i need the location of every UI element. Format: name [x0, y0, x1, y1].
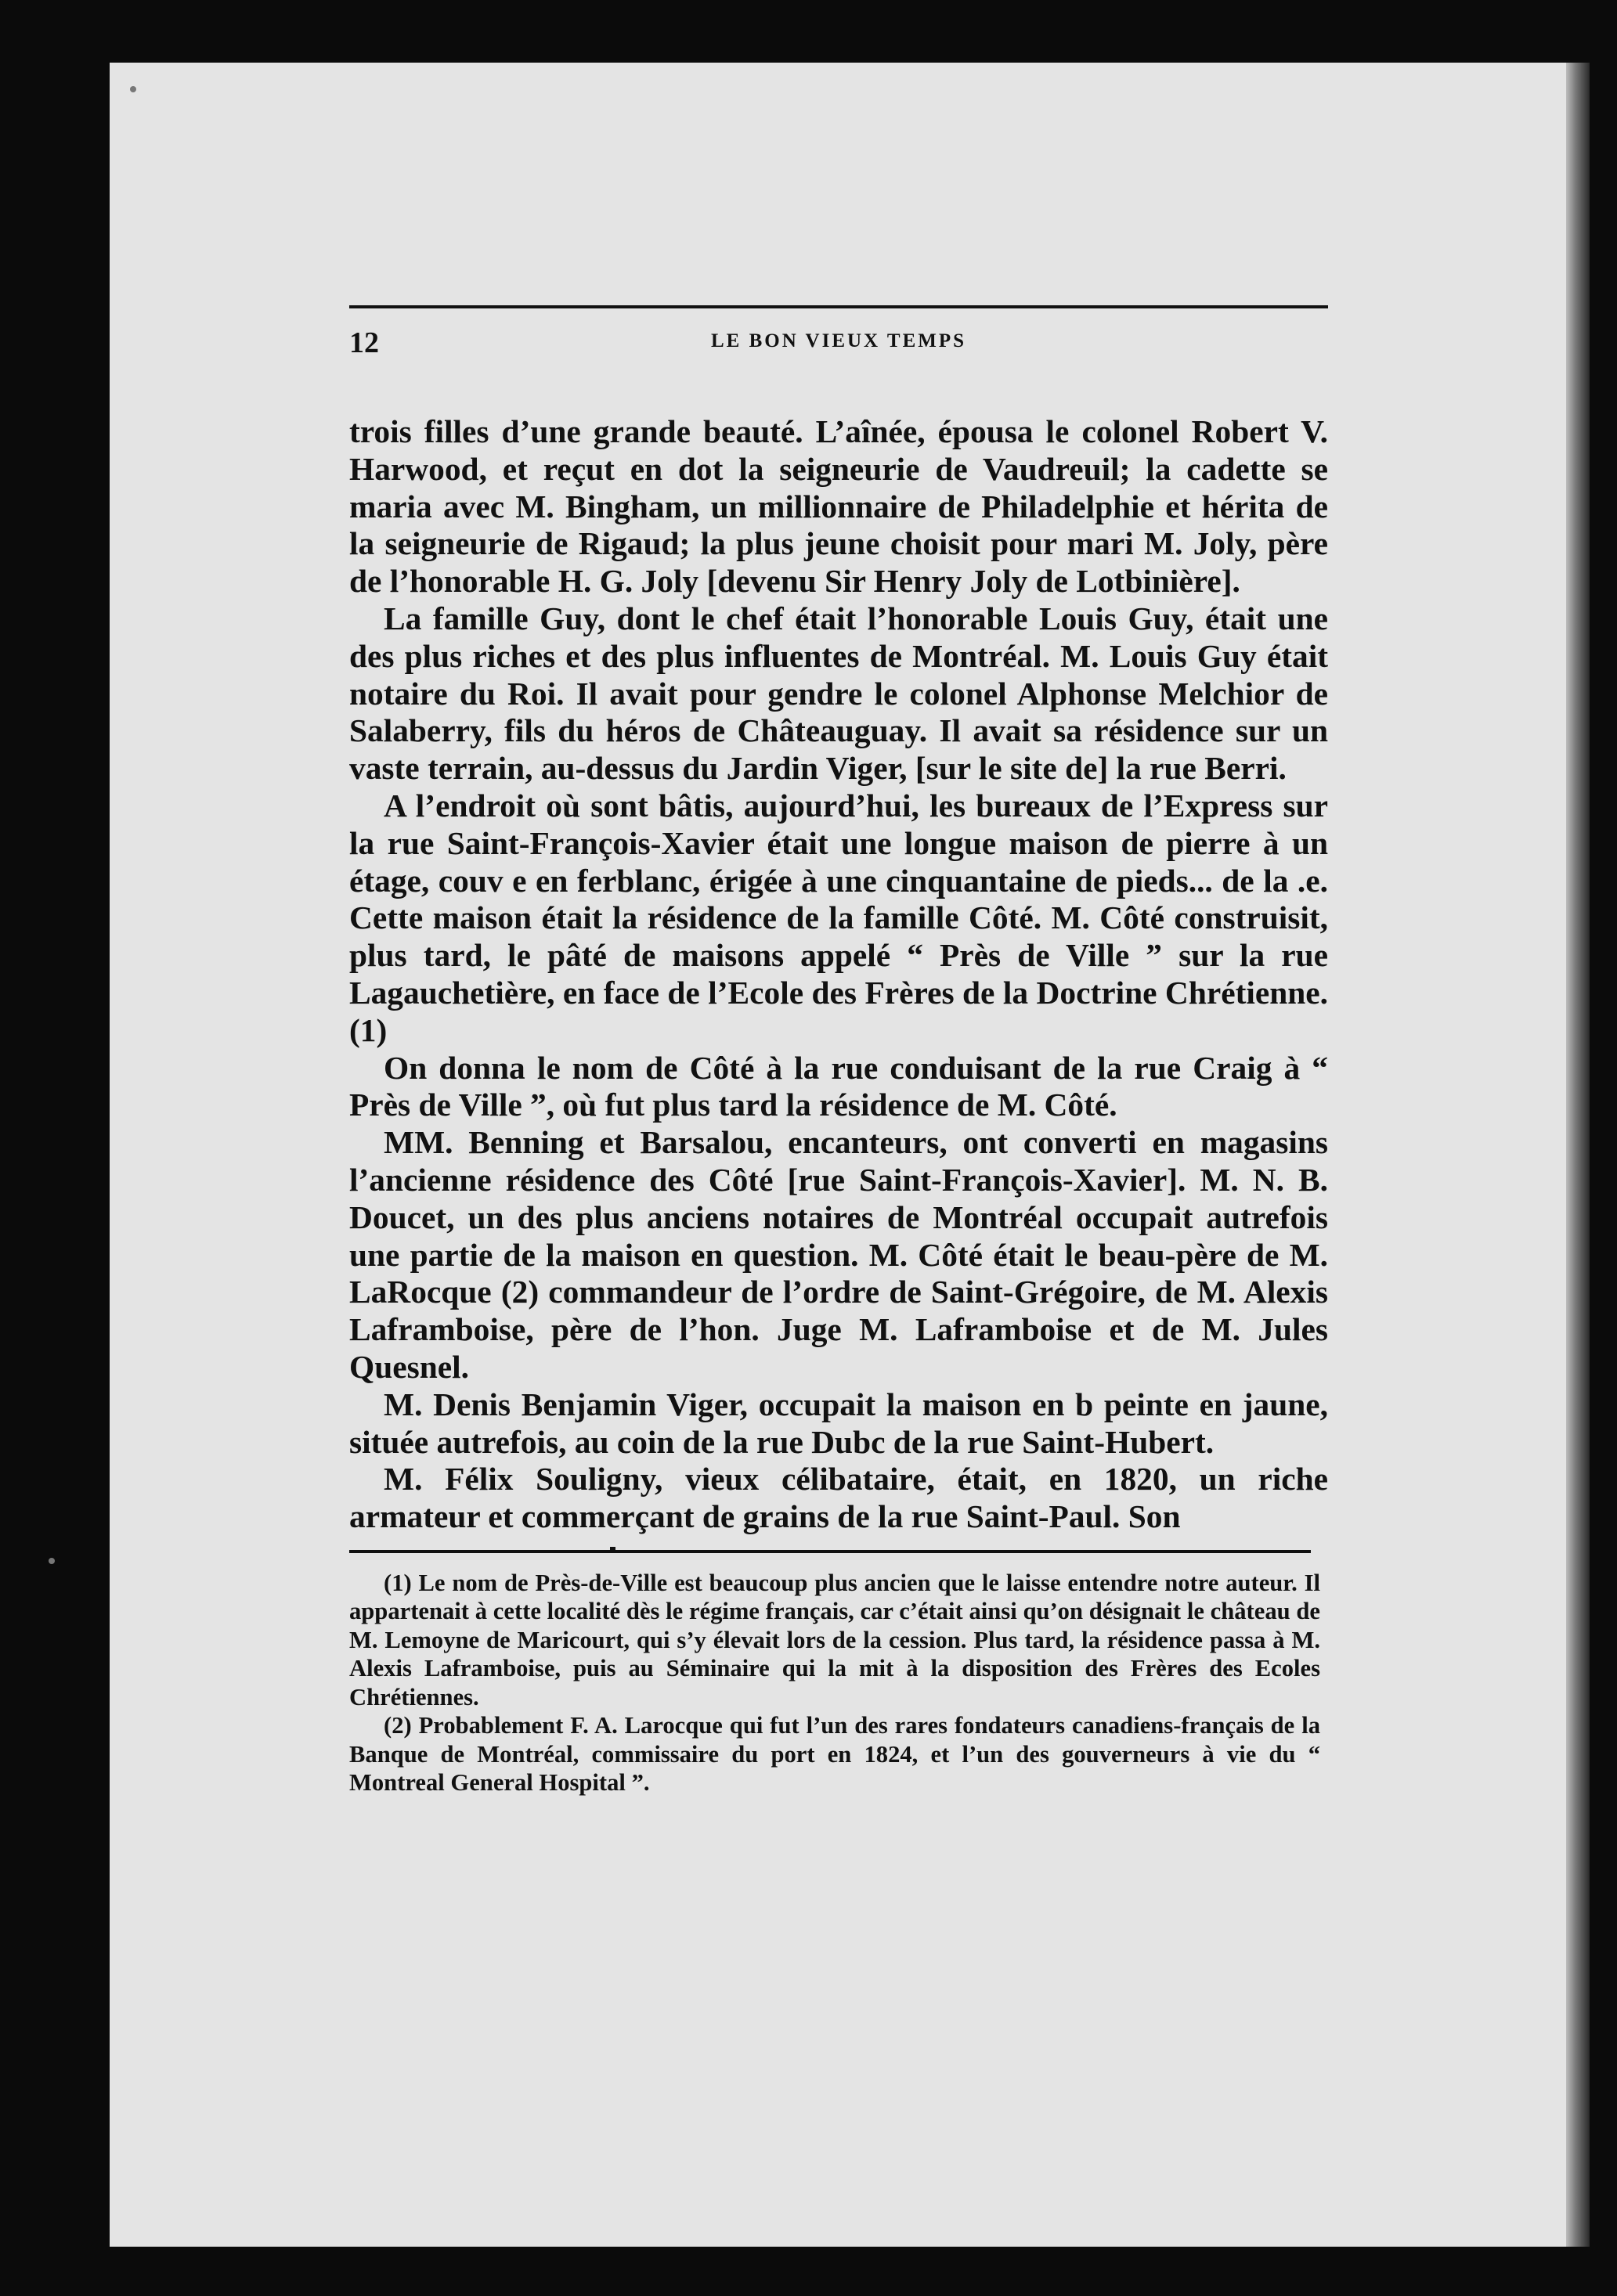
body-text — [349, 413, 1328, 1536]
book-page — [349, 305, 1328, 1797]
footnote: (1) Le nom de Près-de-Ville est beaucoup plus ancien que le laisse entendre notre auteur. Il appartenait à cette localité dès le régime français, car c’était ainsi qu’on désignait le château de M. Lemoyne de Maricourt, qui s’y élevait lors de la cession. Plus tard, la résidence passa à M. Alexis Laframboise, puis au Séminaire qui la mit à la disposition des Frères des Ecoles Chrétiennes. — [349, 1569, 1320, 1710]
running-title: LE BON VIEUX TEMPS — [710, 330, 967, 351]
header-rule — [349, 305, 1328, 308]
footnote: (2) Probablement F. A. Larocque qui fut l’un des rares fondateurs canadiens-français de la Banque de Montréal, commissaire du port en 1824, et l’un des gouverneurs à vie du “ Montreal General Hospital ”. — [349, 1712, 1320, 1797]
scan-speck — [49, 1558, 55, 1564]
paragraph: On donna le nom de Côté à la rue conduisant de la rue Craig à “ Près de Ville ”, où fut plus tard la résidence de M. Côté. — [349, 1049, 1328, 1123]
paragraph: La famille Guy, dont le chef était l’honorable Louis Guy, était une des plus riches et des plus influentes de Montréal. M. Louis Guy était notaire du Roi. Il avait pour gendre le colonel Alphonse Melchior de Salaberry, fils du héros de Châteauguay. Il avait sa résidence sur un vaste terrain, au-dessus du Jardin Viger, [sur le site de] la rue Berri. — [349, 600, 1328, 787]
footnotes — [349, 1569, 1320, 1797]
paragraph: trois filles d’une grande beauté. L’aînée, épousa le colonel Robert V. Harwood, et reçut en dot la seigneurie de Vaudreuil; la cadette se maria avec M. Bingham, un millionnaire de Philadelphie et hérita de la seigneurie de Rigaud; la plus jeune choisit pour mari M. Joly, père de l’honorable H. G. Joly [devenu Sir Henry Joly de Lotbinière]. — [349, 413, 1328, 600]
paragraph: MM. Benning et Barsalou, encanteurs, ont converti en magasins l’ancienne résidence des Côté [rue Saint-François-Xavier]. M. N. B. Doucet, un des plus anciens notaires de Montréal occupait autrefois une partie de la maison en question. M. Côté était le beau-père de M. LaRocque (2) commandeur de l’ordre de Saint-Grégoire, de M. Alexis Laframboise, père de l’hon. Juge M. Laframboise et de M. Jules Quesnel. — [349, 1124, 1328, 1385]
page-edge-shadow — [1566, 63, 1590, 2247]
paragraph: M. Félix Souligny, vieux célibataire, était, en 1820, un riche armateur et commerçant de grains de la rue Saint-Paul. Son — [349, 1461, 1328, 1535]
paragraph: M. Denis Benjamin Viger, occupait la maison en b peinte en jaune, située autrefois, au coin de la rue Dubc de la rue Saint-Hubert. — [349, 1386, 1328, 1460]
scan-speck — [130, 86, 136, 92]
paragraph: A l’endroit où sont bâtis, aujourd’hui, les bureaux de l’Express sur la rue Saint-François-Xavier était une longue maison de pierre à un étage, couv e en ferblanc, érigée à une cinquantaine de pieds... de la .e. Cette maison était la résidence de la famille Côté. M. Côté construisit, plus tard, le pâté de maisons appelé “ Près de Ville ” sur la rue Lagauchetière, en face de l’Ecole des Frères de la Doctrine Chrétienne.(1) — [349, 787, 1328, 1048]
page-number: 12 — [349, 326, 379, 359]
running-head — [349, 326, 1328, 357]
footnote-rule — [349, 1550, 1311, 1553]
